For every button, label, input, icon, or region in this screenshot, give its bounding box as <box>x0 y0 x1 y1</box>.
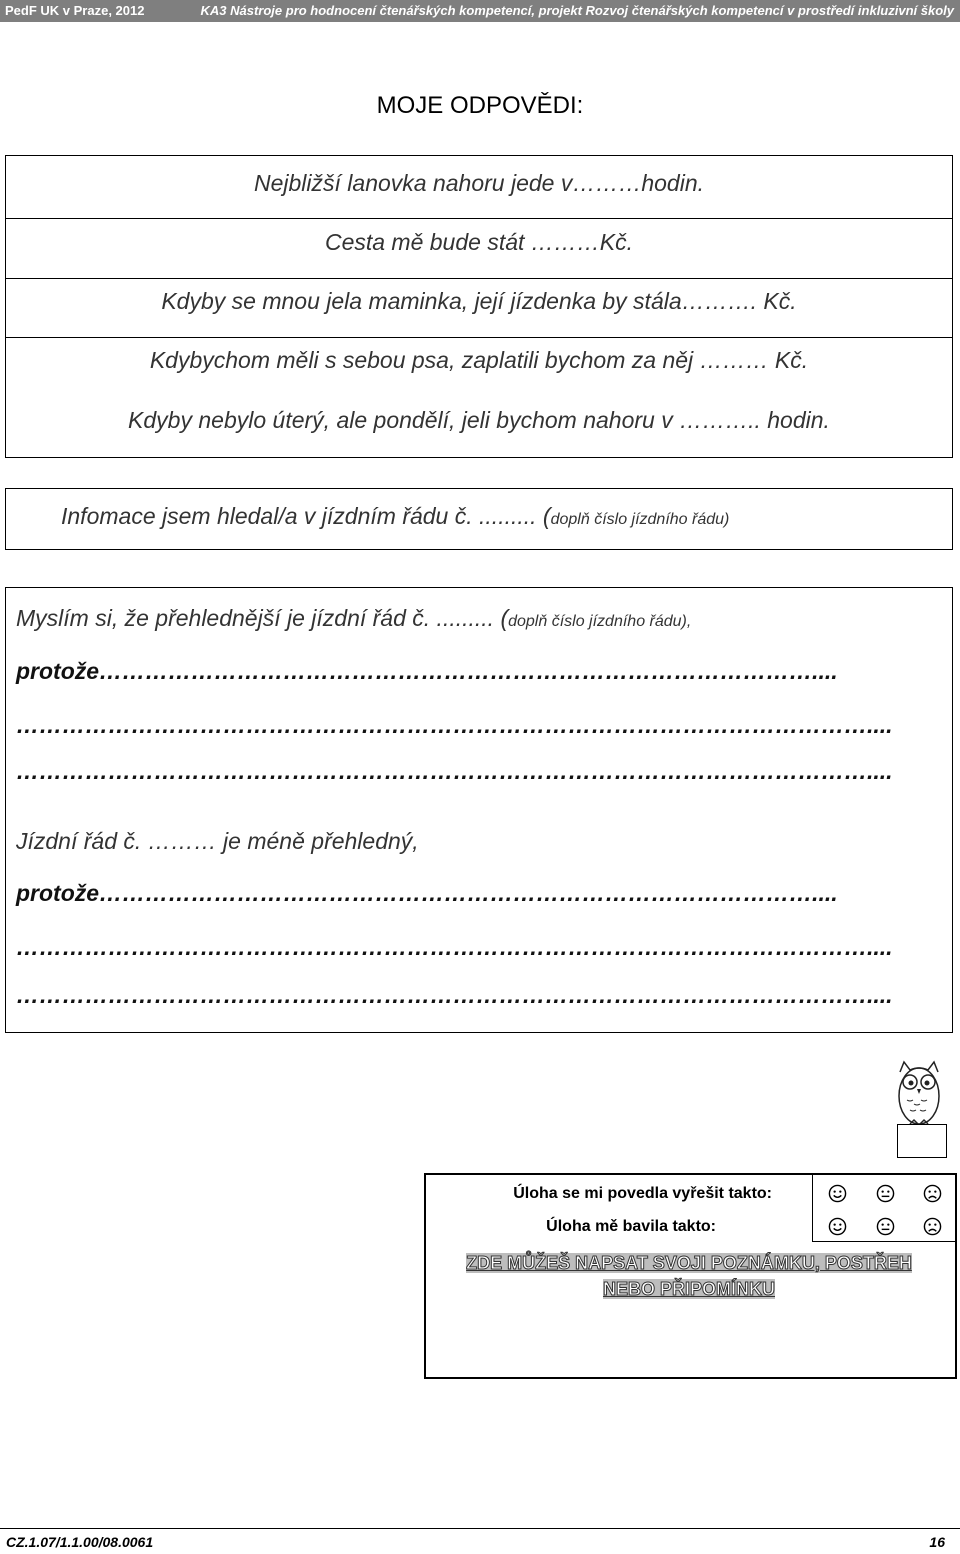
enjoy-label: Úloha mě bavila takto: <box>546 1218 716 1235</box>
note-line-1: ZDE MŮŽEŠ NAPSAT SVOJI POZNÁMKU, POSTŘEH <box>466 1253 912 1273</box>
solved-label: Úloha se mi povedla vyřešit takto: <box>513 1185 772 1202</box>
info-hint: doplň číslo jízdního řádu) <box>550 511 730 528</box>
dotted-line: ………………………………………………………………………………………………….... <box>16 934 893 960</box>
because-line-1: protože………………………………………………………………………………….... <box>16 658 838 684</box>
page-number: 16 <box>929 1534 945 1550</box>
answers-box <box>5 155 953 458</box>
dotted-line: ………………………………………………………………………………………………….... <box>16 712 893 738</box>
faces-divider-h <box>812 1241 957 1242</box>
divider <box>6 337 952 338</box>
page-header <box>0 0 960 22</box>
info-text <box>61 503 729 530</box>
neutral-face-icon[interactable] <box>876 1217 895 1236</box>
answer-1: Nejbližší lanovka nahoru jede v………hodin. <box>253 170 705 196</box>
happy-face-icon[interactable] <box>828 1184 847 1203</box>
header-right: KA3 Nástroje pro hodnocení čtenářských kompetencí, projekt Rozvoj čtenářských kompetencí v prostředí inkluzivní školy <box>200 3 954 18</box>
answer-2: Cesta mě bude stát ………Kč. <box>324 229 634 255</box>
opinion-line-1 <box>16 605 691 632</box>
neutral-face-icon[interactable] <box>876 1184 895 1203</box>
opinion-main: Myslím si, že přehlednější je jízdní řád č. ......... ( <box>16 605 509 631</box>
opinion-box <box>5 587 953 1033</box>
dotted-line: ………………………………………………………………………………………………….... <box>16 982 893 1008</box>
sad-face-icon[interactable] <box>923 1184 942 1203</box>
info-main: Infomace jsem hledal/a v jízdním řádu č. ......... ( <box>61 503 551 529</box>
opinion-line-2: Jízdní řád č. ……… je méně přehledný, <box>16 828 419 854</box>
footer-rule <box>0 1528 960 1529</box>
dotted-line: ………………………………………………………………………………………………….... <box>16 758 893 784</box>
note-prompt <box>456 1250 922 1302</box>
note-area[interactable] <box>430 1307 951 1373</box>
because-line-2: protože………………………………………………………………………………….... <box>16 880 838 906</box>
happy-face-icon[interactable] <box>828 1217 847 1236</box>
opinion-hint: doplň číslo jízdního řádu), <box>508 613 692 630</box>
answer-5: Kdyby nebylo úterý, ale pondělí, jeli bychom nahoru v ……….. hodin. <box>128 407 830 433</box>
answer-4: Kdybychom měli s sebou psa, zaplatili bychom za něj ……… Kč. <box>149 347 809 373</box>
footer-code: CZ.1.07/1.1.00/08.0061 <box>6 1534 154 1550</box>
sad-face-icon[interactable] <box>923 1217 942 1236</box>
header-left: PedF UK v Praze, 2012 <box>5 3 145 18</box>
answer-3: Kdyby se mnou jela maminka, její jízdenka by stála………. Kč. <box>161 288 797 314</box>
page-title: MOJE ODPOVĚDI: <box>376 92 584 119</box>
note-line-2: NEBO PŘIPOMÍNKU <box>602 1279 775 1299</box>
divider <box>6 218 952 219</box>
owl-stamp-box <box>897 1124 947 1158</box>
owl-icon <box>890 1058 948 1128</box>
info-box <box>5 488 953 550</box>
evaluation-box <box>424 1173 957 1379</box>
faces-divider <box>812 1175 813 1241</box>
divider <box>6 278 952 279</box>
